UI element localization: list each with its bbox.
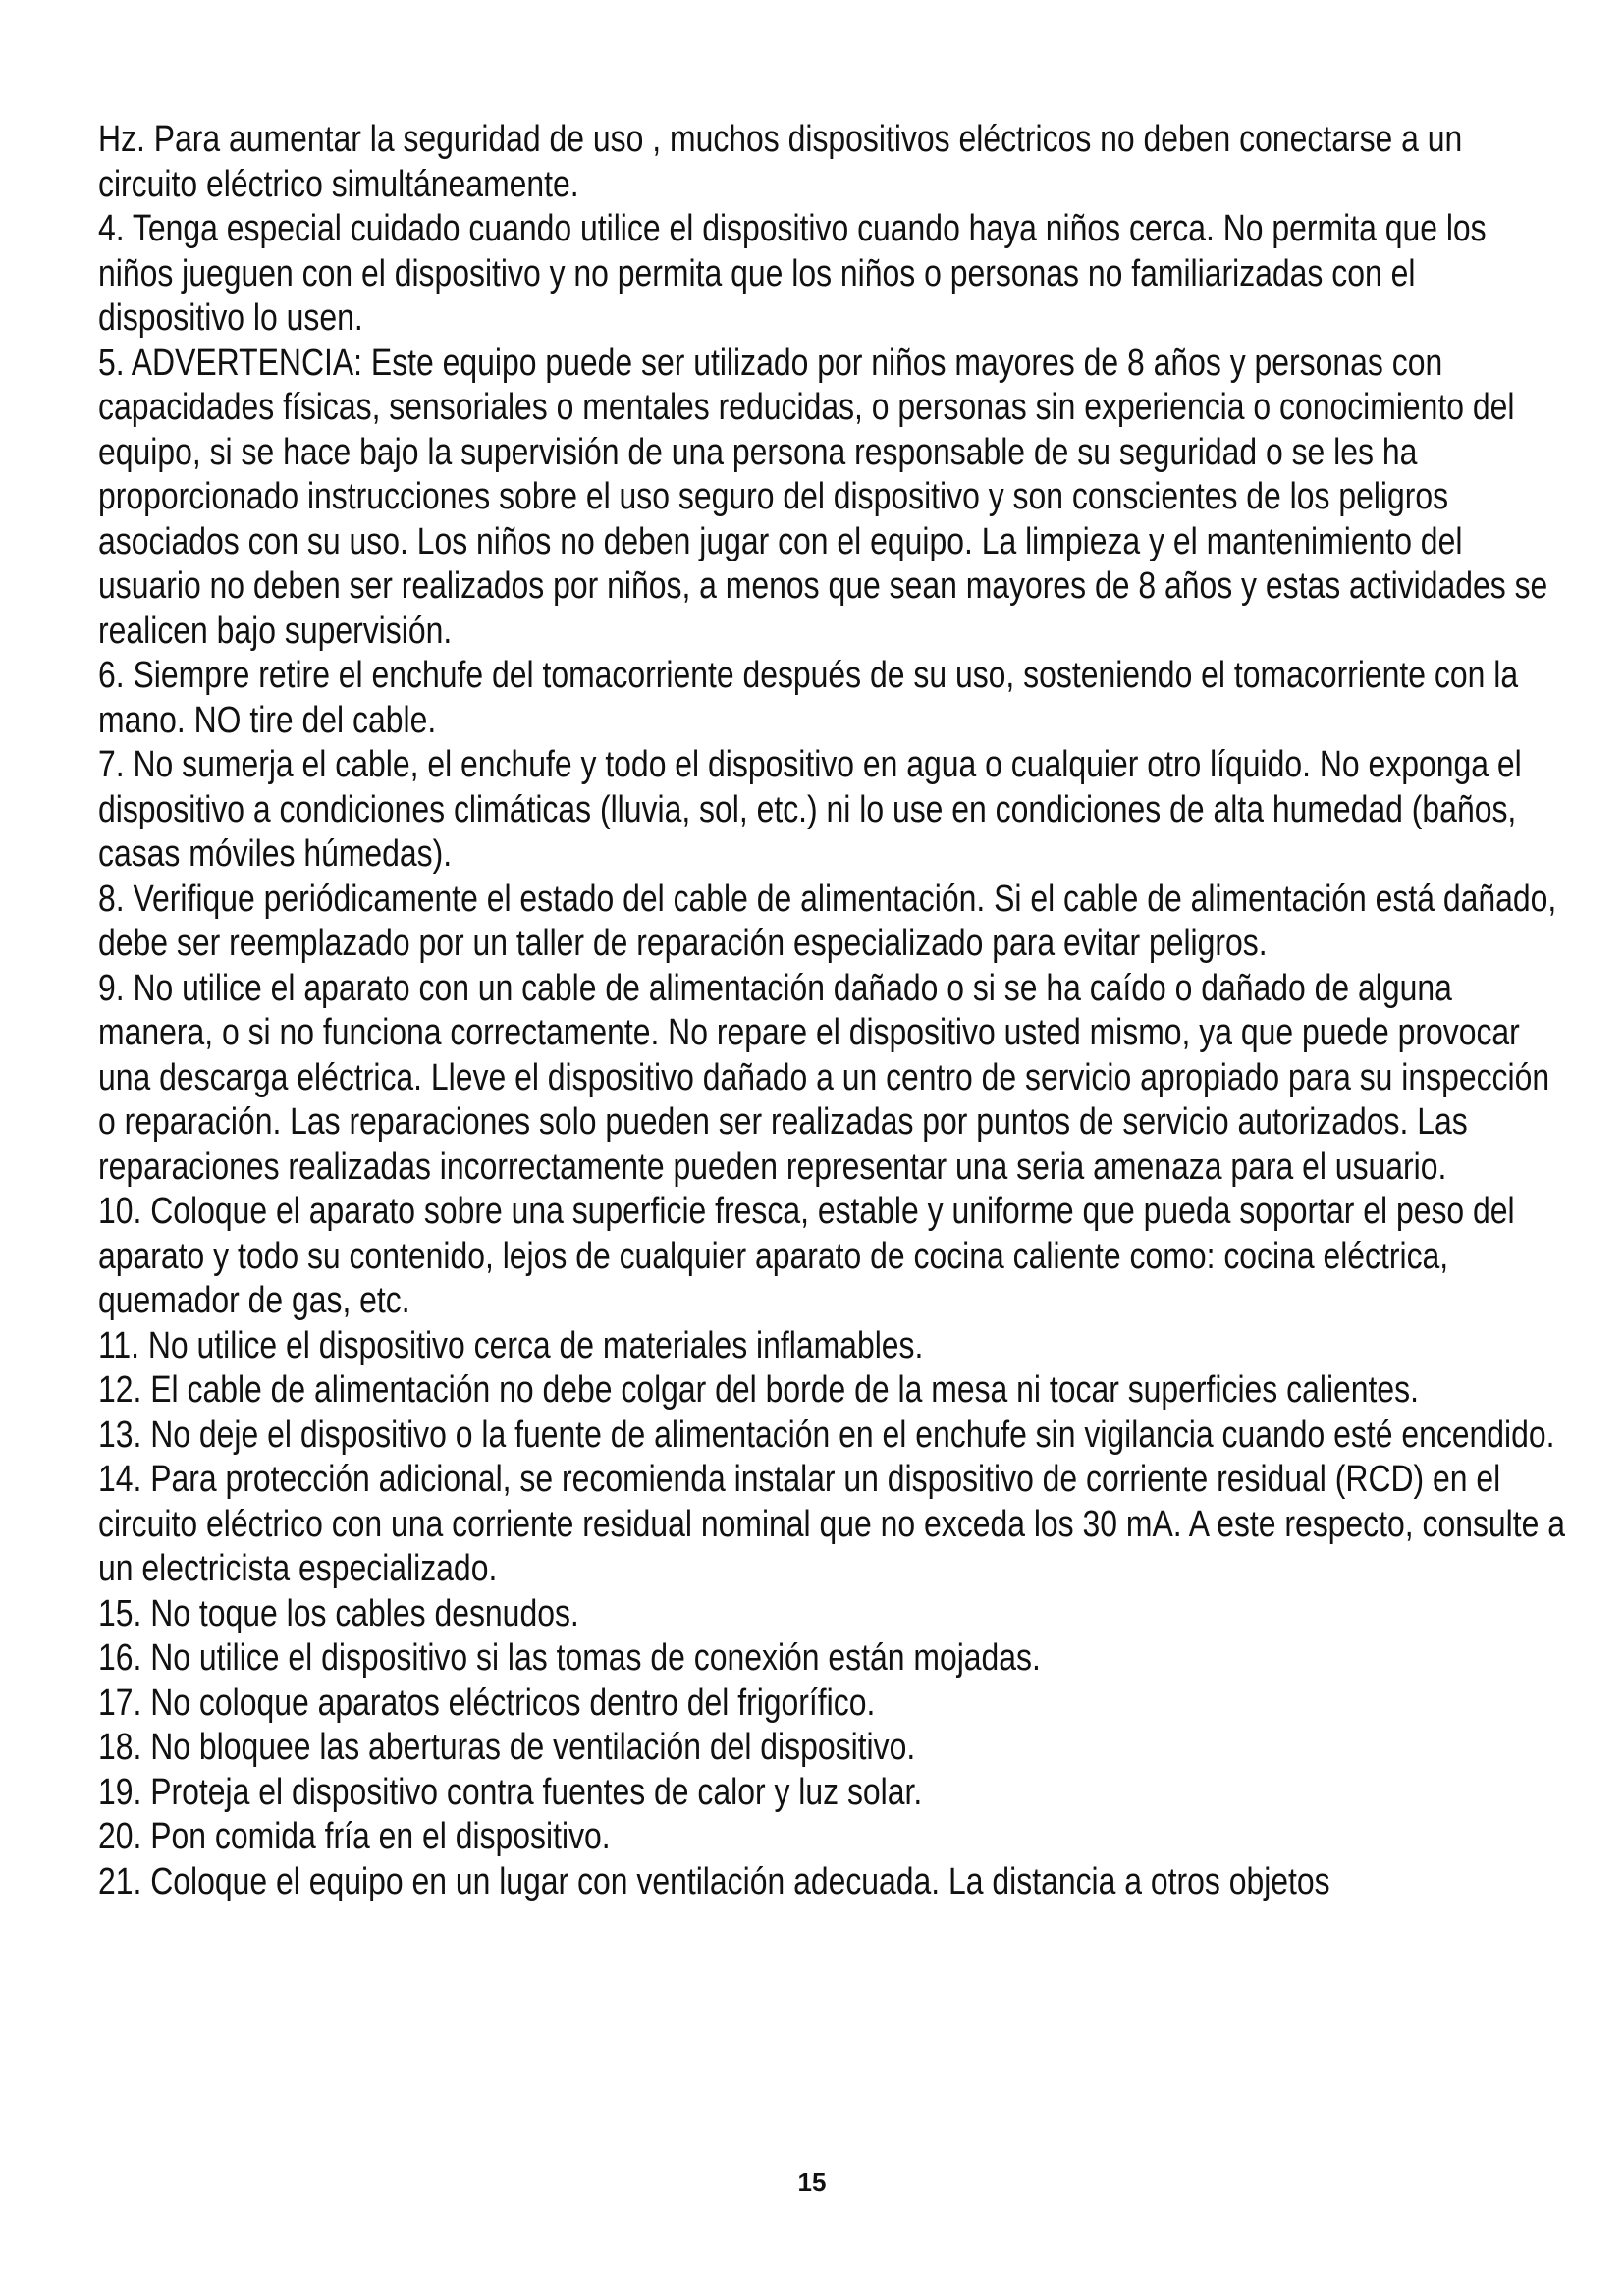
paragraph-item-16: 16. No utilice el dispositivo si las tomas de conexión están mojadas. xyxy=(98,1637,1041,1679)
paragraph-item-14: 14. Para protección adicional, se recomienda instalar un dispositivo de corriente residual (RCD) en el circuito eléctrico con una corriente residual nominal que no exceda los 30 mA. A este respecto, consulte a un electricista especializado. xyxy=(98,1459,1565,1589)
paragraph-continuation: Hz. Para aumentar la seguridad de uso , muchos dispositivos eléctricos no deben conectarse a un circuito eléctrico simultáneamente. xyxy=(98,119,1463,205)
paragraph-item-17: 17. No coloque aparatos eléctricos dentro del frigorífico. xyxy=(98,1682,876,1724)
paragraph-item-15: 15. No toque los cables desnudos. xyxy=(98,1592,579,1634)
paragraph-item-13: 13. No deje el dispositivo o la fuente de alimentación en el enchufe sin vigilancia cuando esté encendido. xyxy=(98,1414,1555,1456)
paragraph-item-20: 20. Pon comida fría en el dispositivo. xyxy=(98,1816,611,1857)
paragraph-item-5: 5. ADVERTENCIA: Este equipo puede ser utilizado por niños mayores de 8 años y personas con capacidades físicas, sensoriales o mentales reducidas, o personas sin experiencia o conocimiento del equipo, si se hace bajo la supervisión de una persona responsable de su seguridad o se les ha proporcionado instrucciones sobre el uso seguro del dispositivo y son conscientes de los peligros asociados con su uso. Los niños no deben jugar con el equipo. La limpieza y el mantenimiento del usuario no deben ser realizados por niños, a menos que sean mayores de 8 años y estas actividades se realicen bajo supervisión. xyxy=(98,342,1548,652)
paragraph-item-19: 19. Proteja el dispositivo contra fuentes de calor y luz solar. xyxy=(98,1771,923,1813)
paragraph-item-10: 10. Coloque el aparato sobre una superficie fresca, estable y uniforme que pueda soportar el peso del aparato y todo su contenido, lejos de cualquier aparato de cocina caliente como: cocina eléctrica, quemador de gas, etc. xyxy=(98,1191,1515,1321)
body-text xyxy=(98,118,1566,1904)
paragraph-item-9: 9. No utilice el aparato con un cable de alimentación dañado o si se ha caído o dañado de alguna manera, o si no funciona correctamente. No repare el dispositivo usted mismo, ya que puede provocar una descarga eléctrica. Lleve el dispositivo dañado a un centro de servicio apropiado para su inspección o reparación. Las reparaciones solo pueden ser realizadas por puntos de servicio autorizados. Las reparaciones realizadas incorrectamente pueden representar una seria amenaza para el usuario. xyxy=(98,967,1550,1188)
paragraph-item-6: 6. Siempre retire el enchufe del tomacorriente después de su uso, sosteniendo el tomacorriente con la mano. NO tire del cable. xyxy=(98,655,1519,741)
paragraph-item-12: 12. El cable de alimentación no debe colgar del borde de la mesa ni tocar superficies calientes. xyxy=(98,1369,1419,1411)
paragraph-item-11: 11. No utilice el dispositivo cerca de materiales inflamables. xyxy=(98,1324,924,1366)
paragraph-item-21: 21. Coloque el equipo en un lugar con ventilación adecuada. La distancia a otros objetos xyxy=(98,1860,1330,1902)
paragraph-item-8: 8. Verifique periódicamente el estado del cable de alimentación. Si el cable de alimentación está dañado, debe ser reemplazado por un taller de reparación especializado para evitar peligros. xyxy=(98,878,1557,964)
paragraph-item-7: 7. No sumerja el cable, el enchufe y todo el dispositivo en agua o cualquier otro líquido. No exponga el dispositivo a condiciones climáticas (lluvia, sol, etc.) ni lo use en condiciones de alta humedad (baños, casas móviles húmedas). xyxy=(98,744,1522,875)
paragraph-item-18: 18. No bloquee las aberturas de ventilación del dispositivo. xyxy=(98,1727,916,1768)
page-number: 15 xyxy=(797,2167,827,2197)
paragraph-item-4: 4. Tenga especial cuidado cuando utilice el dispositivo cuando haya niños cerca. No permita que los niños jueguen con el dispositivo y no permita que los niños o personas no familiarizadas con el dispositivo lo usen. xyxy=(98,208,1487,339)
